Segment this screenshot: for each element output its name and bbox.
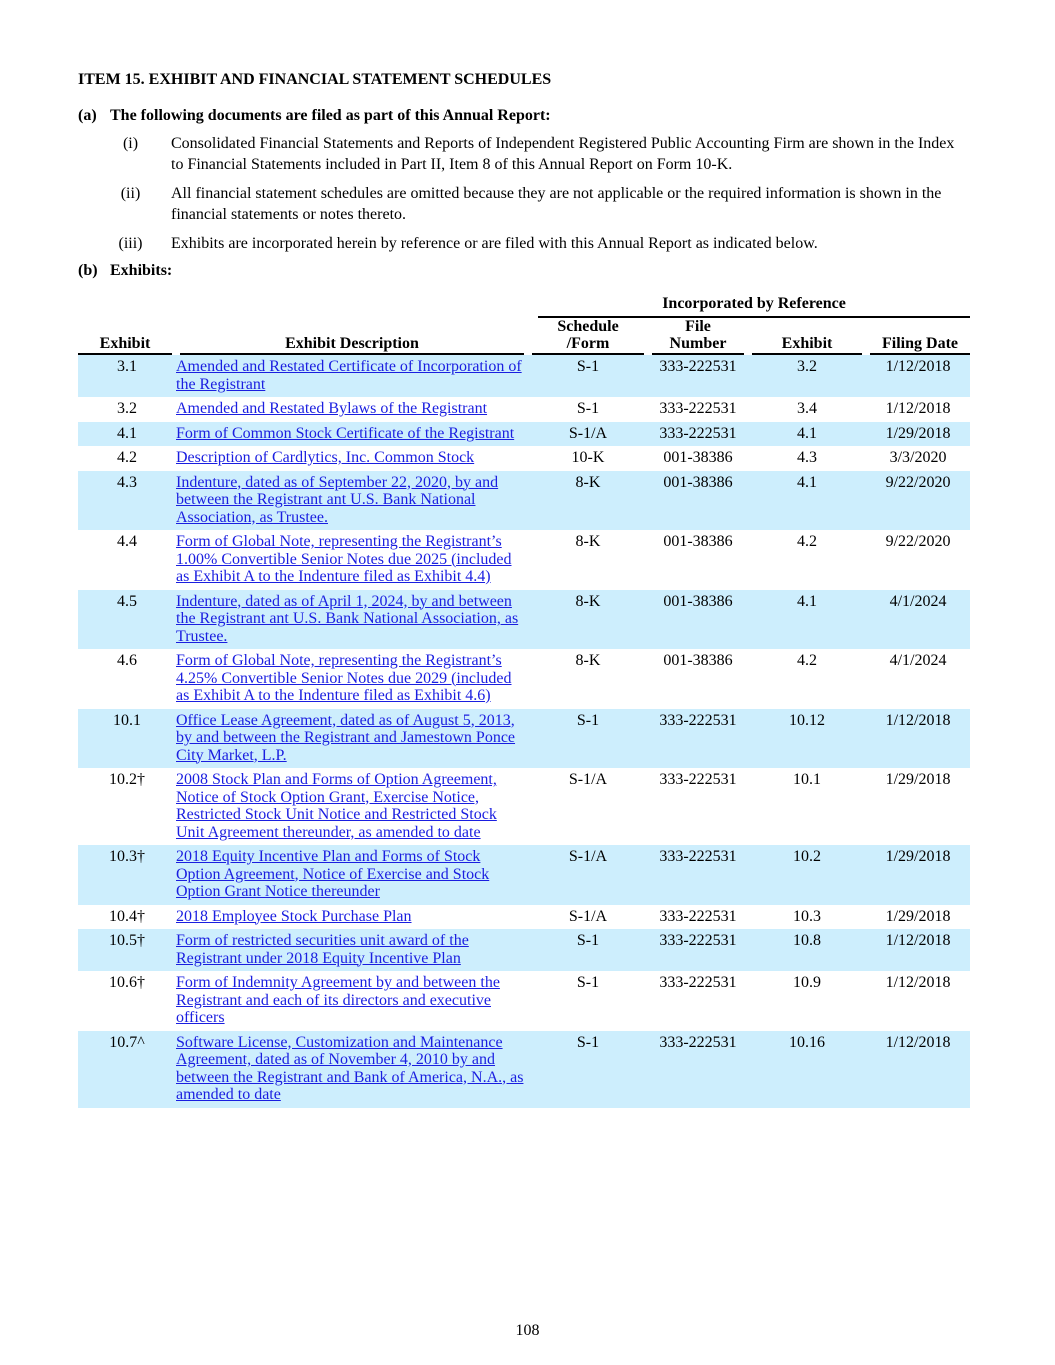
exhibit-link[interactable]: Form of Indemnity Agreement by and between the Registrant and each of its directors and executive officers — [176, 974, 500, 1026]
file-number: 333-222531 — [659, 907, 737, 925]
file-number: 001-38386 — [663, 533, 733, 550]
schedule-form: S-1/A — [568, 907, 608, 925]
file-number: 333-222531 — [648, 1031, 748, 1108]
file-number: 001-38386 — [663, 652, 733, 669]
reference-exhibit: 4.3 — [797, 449, 817, 466]
schedule-form: 10-K — [571, 449, 605, 466]
exhibit-description — [176, 471, 528, 531]
reference-exhibit: 4.2 — [797, 533, 817, 550]
list-item-text: Exhibits are incorporated herein by reference or are filed with this Annual Report as indicated below. — [171, 235, 818, 252]
schedule-form: S-1 — [528, 1031, 648, 1108]
file-number: 333-222531 — [648, 929, 748, 971]
filing-date: 4/1/2024 — [889, 652, 947, 669]
reference-exhibit: 10.16 — [748, 1031, 866, 1108]
file-number: 333-222531 — [648, 709, 748, 769]
schedule-form: S-1 — [528, 929, 648, 971]
exhibit-description — [176, 929, 528, 971]
exhibit-number: 10.6† — [109, 974, 145, 991]
list-item — [78, 233, 970, 254]
item-title: ITEM 15. EXHIBIT AND FINANCIAL STATEMENT SCHEDULES — [78, 71, 552, 88]
file-number: 001-38386 — [648, 590, 748, 650]
schedule-form: S-1/A — [528, 845, 648, 905]
list-item-number: (i) — [122, 135, 139, 152]
filing-date: 1/12/2018 — [885, 974, 951, 991]
exhibit-description — [176, 905, 528, 930]
exhibit-number: 4.4 — [117, 533, 137, 550]
filing-date: 1/29/2018 — [885, 907, 951, 925]
exhibit-link[interactable]: Form of Common Stock Certificate of the Registrant — [176, 424, 515, 442]
exhibit-link[interactable]: Indenture, dated as of April 1, 2024, by and between the Registrant ant U.S. Bank National Association, as Trustee. — [176, 592, 519, 645]
schedule-form: 8-K — [575, 652, 601, 669]
reference-exhibit: 10.8 — [748, 929, 866, 971]
exhibit-number: 3.1 — [78, 355, 176, 397]
schedule-form: 8-K — [575, 533, 601, 550]
col-header-description: Exhibit Description — [176, 318, 528, 355]
filing-date: 1/12/2018 — [866, 1031, 970, 1108]
table-row — [78, 397, 970, 422]
reference-exhibit: 4.1 — [748, 422, 866, 447]
exhibit-link[interactable]: 2008 Stock Plan and Forms of Option Agreement, Notice of Stock Option Grant, Exercise Notice, Restricted Stock Unit Notice and Restricted Stock Unit Agreement thereunder, as amended to date — [176, 771, 497, 841]
table-row — [78, 471, 970, 531]
exhibit-description — [176, 971, 528, 1031]
list-item-number: (ii) — [120, 185, 141, 202]
schedule-form: S-1/A — [528, 422, 648, 447]
filing-date: 1/12/2018 — [866, 709, 970, 769]
reference-exhibit: 4.1 — [748, 590, 866, 650]
exhibit-link[interactable]: Form of Global Note, representing the Registrant’s 1.00% Convertible Senior Notes due 2025 (included as Exhibit A to the Indenture filed as Exhibit 4.4) — [176, 533, 512, 585]
table-row — [78, 590, 970, 650]
reference-exhibit: 10.3 — [793, 907, 821, 925]
exhibit-description — [176, 530, 528, 590]
file-number: 333-222531 — [659, 771, 737, 788]
file-number: 333-222531 — [659, 400, 737, 417]
filing-date: 1/12/2018 — [885, 400, 951, 417]
file-number: 333-222531 — [659, 974, 737, 991]
filing-date: 9/22/2020 — [866, 471, 970, 531]
incorporated-by-reference-header: Incorporated by Reference — [528, 294, 970, 318]
schedule-form: S-1 — [576, 400, 600, 417]
exhibit-description — [176, 709, 528, 769]
col-header-ref-exhibit: Exhibit — [748, 318, 866, 355]
list-item-text: All financial statement schedules are omitted because they are not applicable or the required information is shown in the financial statements or notes thereto. — [171, 185, 942, 223]
exhibit-link[interactable]: 2018 Equity Incentive Plan and Forms of Stock Option Agreement, Notice of Exercise and Stock Option Grant Notice thereunder — [176, 848, 490, 900]
reference-exhibit: 10.2 — [748, 845, 866, 905]
section-a-label: (a) — [78, 107, 97, 124]
schedule-form: S-1 — [576, 974, 600, 991]
exhibit-description — [176, 446, 528, 471]
exhibit-number: 10.7^ — [78, 1031, 176, 1108]
reference-exhibit: 10.12 — [748, 709, 866, 769]
filing-date: 9/22/2020 — [885, 533, 951, 550]
table-row — [78, 709, 970, 769]
schedule-form: 8-K — [528, 590, 648, 650]
table-row — [78, 422, 970, 447]
table-row — [78, 929, 970, 971]
exhibit-link[interactable]: Form of restricted securities unit award of the Registrant under 2018 Equity Incentive Plan — [176, 932, 469, 967]
file-number: 001-38386 — [663, 449, 733, 466]
table-row — [78, 768, 970, 845]
exhibit-number: 10.2† — [109, 771, 145, 788]
filing-date: 4/1/2024 — [866, 590, 970, 650]
exhibit-description — [176, 768, 528, 845]
section-b-text: Exhibits: — [110, 262, 173, 279]
table-row — [78, 446, 970, 471]
schedule-form: 8-K — [528, 471, 648, 531]
file-number: 333-222531 — [648, 845, 748, 905]
exhibit-link[interactable]: Office Lease Agreement, dated as of August 5, 2013, by and between the Registrant and Jamestown Ponce City Market, L.P. — [176, 711, 516, 764]
section-b-heading — [78, 262, 172, 280]
exhibit-description — [176, 649, 528, 709]
section-a-list — [78, 133, 970, 262]
list-item-text: Consolidated Financial Statements and Reports of Independent Registered Public Accounting Firm are shown in the Index to Financial Statements included in Part II, Item 8 of this Annual Report on Form 10-K. — [171, 135, 955, 173]
exhibit-link[interactable]: Software License, Customization and Maintenance Agreement, dated as of November 4, 2010 by and between the Registrant and Bank of America, N.A., as amended to date — [176, 1033, 524, 1103]
exhibit-link[interactable]: Description of Cardlytics, Inc. Common Stock — [176, 449, 475, 466]
exhibit-number: 10.4† — [109, 907, 145, 925]
table-row — [78, 971, 970, 1031]
exhibit-description — [176, 422, 528, 447]
table-row — [78, 649, 970, 709]
exhibit-link[interactable]: Amended and Restated Bylaws of the Registrant — [176, 400, 488, 417]
exhibits-table — [78, 294, 970, 1108]
filing-date: 1/12/2018 — [866, 929, 970, 971]
reference-exhibit: 3.2 — [748, 355, 866, 397]
list-item — [78, 183, 970, 225]
section-a-text: The following documents are filed as part of this Annual Report: — [110, 107, 551, 124]
table-row — [78, 845, 970, 905]
file-number: 333-222531 — [648, 355, 748, 397]
reference-exhibit: 10.9 — [793, 974, 821, 991]
table-row — [78, 905, 970, 930]
filing-date: 1/29/2018 — [866, 845, 970, 905]
table-row — [78, 1031, 970, 1108]
exhibit-number: 10.5† — [78, 929, 176, 971]
col-header-file-number: File Number — [648, 318, 748, 355]
exhibit-number: 4.3 — [78, 471, 176, 531]
exhibit-link[interactable]: 2018 Employee Stock Purchase Plan — [176, 907, 412, 925]
schedule-form: S-1 — [528, 355, 648, 397]
schedule-form: S-1 — [528, 709, 648, 769]
exhibit-link[interactable]: Form of Global Note, representing the Registrant’s 4.25% Convertible Senior Notes due 2029 (included as Exhibit A to the Indenture filed as Exhibit 4.6) — [176, 652, 512, 704]
exhibit-number: 4.1 — [78, 422, 176, 447]
reference-exhibit: 4.2 — [797, 652, 817, 669]
reference-exhibit: 10.1 — [793, 771, 821, 788]
exhibit-description — [176, 845, 528, 905]
list-item-number: (iii) — [118, 235, 143, 252]
reference-exhibit: 4.1 — [748, 471, 866, 531]
schedule-form: S-1/A — [568, 771, 608, 788]
file-number: 333-222531 — [648, 422, 748, 447]
exhibit-number: 10.1 — [78, 709, 176, 769]
col-header-filing-date: Filing Date — [866, 318, 970, 355]
exhibit-number: 10.3† — [78, 845, 176, 905]
table-row — [78, 355, 970, 397]
section-a-heading — [78, 107, 551, 125]
exhibit-description — [176, 1031, 528, 1108]
exhibit-description — [176, 397, 528, 422]
section-b-label: (b) — [78, 262, 98, 279]
exhibit-link[interactable]: Indenture, dated as of September 22, 2020, by and between the Registrant ant U.S. Bank National Association, as Trustee. — [176, 473, 499, 526]
col-header-exhibit: Exhibit — [78, 318, 176, 355]
exhibit-number: 4.6 — [117, 652, 137, 669]
file-number: 001-38386 — [648, 471, 748, 531]
filing-date: 1/12/2018 — [866, 355, 970, 397]
page-number: 108 — [515, 1322, 540, 1339]
reference-exhibit: 3.4 — [797, 400, 817, 417]
exhibit-number: 3.2 — [117, 400, 137, 417]
exhibit-link[interactable]: Amended and Restated Certificate of Incorporation of the Registrant — [176, 358, 522, 393]
exhibit-description — [176, 590, 528, 650]
filing-date: 1/29/2018 — [866, 422, 970, 447]
exhibit-description — [176, 355, 528, 397]
exhibit-number: 4.5 — [78, 590, 176, 650]
col-header-form: Schedule /Form — [528, 318, 648, 355]
table-row — [78, 530, 970, 590]
exhibit-number: 4.2 — [117, 449, 137, 466]
filing-date: 3/3/2020 — [889, 449, 947, 466]
list-item — [78, 133, 970, 175]
filing-date: 1/29/2018 — [885, 771, 951, 788]
